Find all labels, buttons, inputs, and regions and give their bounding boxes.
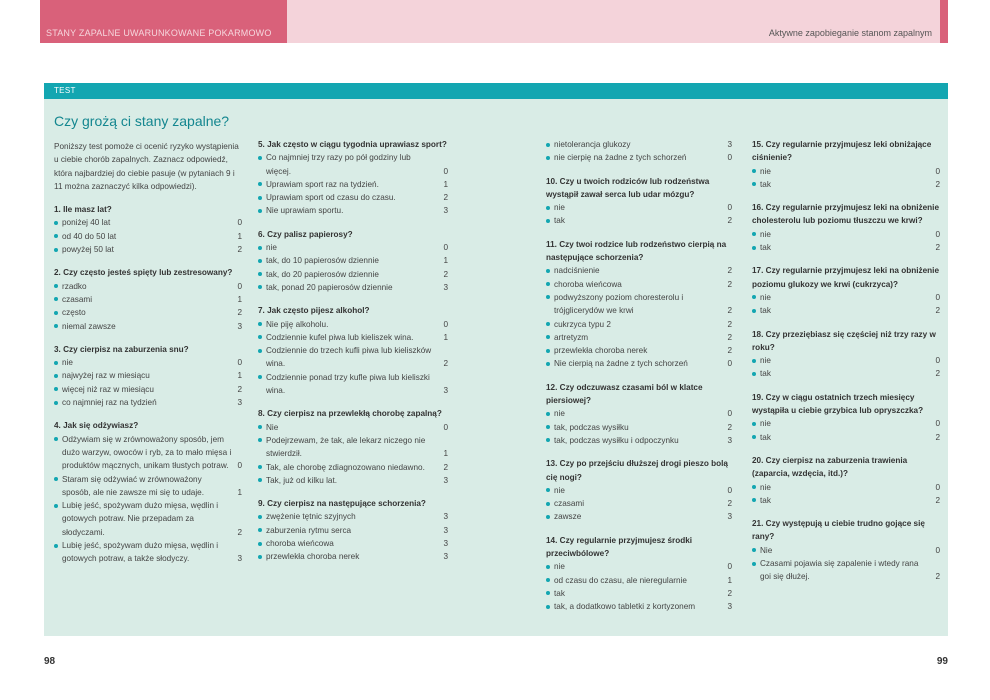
answer-text: tak [760,432,771,442]
question-block [752,201,940,254]
test-label-bar [44,83,948,99]
answer-score: 0 [935,292,940,302]
answer-option [546,484,732,497]
answer-text: Codziennie kufel piwa lub kieliszek wina. [266,332,414,342]
answer-score: 2 [443,462,448,472]
answer-score: 1 [237,371,242,381]
question-block [258,304,448,397]
column-4 [752,138,940,584]
answer-option [258,550,448,563]
answer-score: 3 [443,282,448,292]
answer-text: tak, podczas wysiłku i odpoczynku [554,435,679,445]
answer-option [258,421,448,434]
answer-score: 2 [727,319,732,329]
answer-score: 3 [727,140,732,149]
question-block [752,454,940,507]
answer-option [752,494,940,507]
answer-option [258,461,448,474]
answer-score: 0 [935,419,940,429]
answer-score: 2 [727,332,732,342]
question-block [258,138,448,218]
answer-text: powyżej 50 lat [62,245,114,255]
question-text: 1. Ile masz lat? [54,205,112,215]
answer-text: tak [760,306,771,316]
question-block [752,391,940,444]
answer-option [546,497,732,510]
answer-option [546,331,732,344]
answer-option [258,151,448,178]
answer-text: nie [554,485,565,495]
answer-option [54,383,242,396]
answer-option [546,434,732,447]
answer-option [752,241,940,254]
answer-option [54,320,242,333]
question-text: 6. Czy palisz papierosy? [258,229,353,239]
answer-score: 0 [237,218,242,228]
question-text: 15. Czy regularnie przyjmujesz leki obniżające ciśnienie? [752,140,932,163]
answer-text: choroba wieńcowa [554,279,622,289]
answer-score: 1 [237,294,242,304]
answer-option [258,281,448,294]
answer-score: 2 [443,359,448,369]
answer-text: poniżej 40 lat [62,218,111,228]
answer-text: Nie uprawiam sportu. [266,206,344,216]
question-text: 17. Czy regularnie przyjmujesz leki na obniżenie poziomu glukozy we krwi (cukrzyca)? [752,266,940,289]
answer-option [546,344,732,357]
answer-text: nie [554,203,565,213]
answer-score: 0 [443,166,448,176]
answer-option [54,293,242,306]
answer-option [546,510,732,523]
answer-text: zaburzenia rytmu serca [266,525,352,535]
answer-option [54,499,242,539]
answer-score: 2 [935,179,940,189]
question-block [54,266,242,332]
answer-text: więcej niż raz w miesiącu [62,384,154,394]
question-text: 18. Czy przeziębiasz się częściej niż trzy razy w roku? [752,329,936,352]
answer-option [546,357,732,370]
answer-option [258,268,448,281]
question-block [546,175,732,228]
answer-text: Nie [760,545,773,555]
question-text: 10. Czy u twoich rodziców lub rodzeństwa wystąpił zawał serca lub udar mózgu? [546,176,710,199]
answer-text: nie [554,562,565,572]
answer-score: 0 [727,203,732,213]
answer-option [546,151,732,164]
answer-score: 0 [935,229,940,239]
question-text: 9. Czy cierpisz na następujące schorzenia? [258,499,426,509]
answer-option [54,243,242,256]
answer-option [752,544,940,557]
answer-score: 3 [443,525,448,535]
question-text: 20. Czy cierpisz na zaburzenia trawienia (zaparcia, wzdęcia, itd.)? [752,455,908,479]
answer-score: 2 [727,279,732,289]
answer-option [752,481,940,494]
answer-option [54,230,242,243]
answer-text: Staram się odżywiać w zrównoważony sposób, ale nie zawsze mi się to udaje. [62,474,204,497]
answer-score: 1 [237,231,242,241]
answer-option [752,367,940,380]
answer-text: przewlekła choroba nerek [266,552,360,562]
answer-score: 1 [443,449,448,459]
answer-option [546,560,732,573]
answer-text: Uprawiam sport raz na tydzień. [266,179,379,189]
answer-score: 3 [443,539,448,549]
answer-text: cukrzyca typu 2 [554,319,611,329]
answer-score: 2 [237,384,242,394]
answer-score: 2 [935,495,940,505]
answer-option [258,204,448,217]
answer-text: tak [760,369,771,379]
question-block [546,238,732,371]
answer-option [546,421,732,434]
question-block [258,407,448,487]
question-text: 14. Czy regularnie przyjmujesz środki przeciwbólowe? [546,535,693,559]
answer-text: niemal zawsze [62,321,116,331]
answer-text: tak [760,495,771,505]
answer-option [752,304,940,317]
answer-score: 0 [237,461,242,471]
answer-text: Nie piję alkoholu. [266,319,329,329]
answer-option [258,241,448,254]
answer-score: 2 [935,369,940,379]
answer-text: Tak, ale chorobę zdiagnozowano niedawno. [266,462,425,472]
question-text: 2. Czy często jesteś spięty lub zestresowany? [54,268,233,278]
answer-text: Lubię jeść, spożywam dużo mięsa, wędlin i gotowych potraw. Nie przepadam za słodyczami. [62,501,219,537]
answer-text: nie [62,358,73,368]
answer-score: 1 [443,256,448,266]
answer-option [258,344,448,371]
answer-text: Czasami pojawia się zapalenie i wtedy rana goi się dłużej. [760,559,919,582]
answer-score: 1 [727,575,732,585]
answer-score: 0 [935,545,940,555]
test-title: Czy grożą ci stany zapalne? [54,113,230,129]
question-block [258,497,448,563]
answer-score: 3 [237,398,242,408]
answer-score: 3 [727,512,732,522]
answer-text: tak, do 10 papierosów dziennie [266,256,379,266]
answer-score: 0 [237,281,242,291]
section-title: Aktywne zapobieganie stanom zapalnym [768,28,932,38]
question-block [54,343,242,409]
answer-score: 0 [935,166,940,176]
answer-option [54,396,242,409]
answer-option [258,537,448,550]
answer-text: rzadko [62,281,87,291]
answer-text: tak, ponad 20 papierosów dziennie [266,282,393,292]
question-block [546,457,732,523]
answer-option [54,306,242,319]
answer-text: tak [554,588,565,598]
answer-text: Codziennie do trzech kufli piwa lub kieliszków wina. [266,346,432,369]
answer-text: nie [266,243,277,253]
column-3 [546,138,732,614]
answer-text: Nie [266,422,279,432]
answer-text: czasami [62,294,93,304]
answer-option [546,264,732,277]
answer-score: 0 [443,422,448,432]
answer-text: choroba wieńcowa [266,539,334,549]
question-block [546,138,732,165]
answer-text: tak, podczas wysiłku [554,422,629,432]
answer-option [258,510,448,523]
answer-score: 2 [237,308,242,318]
answer-text: Uprawiam sport od czasu do czasu. [266,193,396,203]
answer-option [54,216,242,229]
answer-score: 3 [443,206,448,216]
answer-score: 2 [443,193,448,203]
answer-score: 2 [935,572,940,582]
answer-text: tak [760,243,771,253]
answer-text: tak, do 20 papierosów dziennie [266,269,379,279]
question-text: 21. Czy występują u ciebie trudno gojące się rany? [752,519,925,542]
answer-score: 3 [237,554,242,564]
answer-score: 2 [443,269,448,279]
answer-option [54,473,242,500]
answer-option [258,434,448,461]
answer-option [546,587,732,600]
answer-score: 2 [727,422,732,432]
question-block [546,381,732,447]
answer-score: 2 [727,216,732,226]
answer-option [546,407,732,420]
answer-option [546,291,732,318]
answer-score: 0 [727,409,732,419]
answer-option [546,574,732,587]
column-2 [258,138,448,564]
answer-score: 3 [727,602,732,612]
question-block [752,517,940,583]
answer-score: 0 [935,356,940,366]
answer-text: Nie cierpią na żadne z tych schorzeń [554,359,688,369]
answer-option [258,191,448,204]
answer-text: co najmniej raz na tydzień [62,398,157,408]
question-text: 3. Czy cierpisz na zaburzenia snu? [54,344,189,354]
question-text: 11. Czy twoi rodzice lub rodzeństwo cierpią na następujące schorzenia? [546,239,727,263]
question-block [54,203,242,256]
answer-option [54,356,242,369]
answer-text: podwyższony poziom choresterolu i trójglicerydów we krwi [554,292,684,316]
answer-text: przewlekła choroba nerek [554,346,648,356]
answer-score: 2 [935,432,940,442]
answer-text: nie [760,419,771,429]
answer-option [546,201,732,214]
answer-text: Lubię jeść, spożywam dużo mięsa, wędlin i gotowych potraw, a także słodyczy. [62,541,219,564]
answer-text: nie [760,166,771,176]
answer-option [752,178,940,191]
answer-option [258,318,448,331]
answer-text: nadciśnienie [554,266,600,276]
question-text: 8. Czy cierpisz na przewlekłą chorobę zapalną? [258,409,442,419]
answer-score: 3 [727,435,732,445]
answer-option [54,280,242,293]
answer-score: 3 [443,475,448,485]
answer-score: 0 [443,243,448,253]
answer-option [546,278,732,291]
answer-option [258,331,448,344]
answer-score: 0 [443,319,448,329]
answer-score: 2 [727,499,732,509]
answer-text: Podejrzewam, że tak, ale lekarz niczego nie stwierdził. [266,435,426,459]
answer-option [546,138,732,151]
answer-score: 1 [443,179,448,189]
page-number-right: 99 [936,656,948,667]
question-text: 7. Jak często pijesz alkohol? [258,306,370,316]
answer-option [752,557,940,584]
answer-option [258,178,448,191]
answer-score: 3 [237,321,242,331]
answer-option [752,291,940,304]
answer-text: zwężenie tętnic szyjnych [266,512,356,522]
answer-option [752,165,940,178]
answer-score: 2 [727,266,732,276]
answer-score: 0 [727,153,732,163]
header-accent-block [940,0,948,43]
answer-option [546,318,732,331]
question-block [752,328,940,381]
answer-score: 2 [727,588,732,598]
answer-option [54,369,242,382]
answer-score: 3 [443,552,448,562]
question-block [54,419,242,565]
answer-score: 3 [443,386,448,396]
answer-text: Tak, już od kilku lat. [266,475,337,485]
answer-text: Odżywiam się w zrównoważony sposób, jem dużo warzyw, owoców i ryb, za to mało mięsa i produktów mącznych, unikam tłustych potraw. [62,434,232,471]
answer-text: nie [760,292,771,302]
intro-text: Poniższy test pomoże ci ocenić ryzyko wystąpienia u ciebie chorób zapalnych. Zaznacz odpowiedź, która najbardziej do ciebie pasuje (w pytaniach 9 i 11 można zaznaczyć kilka odpowiedzi). [54,142,239,191]
answer-score: 3 [443,512,448,522]
chapter-header [40,0,287,43]
answer-text: nie [760,482,771,492]
question-text: 13. Czy po przejściu dłuższej drogi pieszo bolą cię nogi? [546,459,728,482]
answer-option [258,254,448,267]
answer-text: nietolerancja glukozy [554,140,631,149]
question-text: 5. Jak często w ciągu tygodnia uprawiasz sport? [258,140,447,149]
answer-text: od 40 do 50 lat [62,231,117,241]
answer-option [752,431,940,444]
answer-option [546,600,732,613]
answer-score: 0 [727,562,732,572]
answer-score: 0 [727,485,732,495]
question-block [752,264,940,317]
answer-option [258,474,448,487]
column-1 [54,140,242,566]
answer-text: Codziennie ponad trzy kufle piwa lub kieliszki wina. [266,372,430,396]
answer-option [258,371,448,398]
answer-option [54,539,242,566]
answer-score: 2 [935,243,940,253]
answer-option [258,524,448,537]
question-block [752,138,940,191]
test-label: TEST [54,86,76,95]
answer-text: od czasu do czasu, ale nieregularnie [554,575,687,585]
question-text: 12. Czy odczuwasz czasami ból w klatce piersiowej? [546,382,703,406]
question-text: 16. Czy regularnie przyjmujesz leki na obniżenie cholesterolu lub poziomu tłuszczu we krwi? [752,203,940,226]
answer-score: 1 [443,332,448,342]
answer-text: nie [554,409,565,419]
answer-score: 0 [727,359,732,369]
question-text: 4. Jak się odżywiasz? [54,421,139,431]
answer-text: Co najmniej trzy razy po pół godziny lub więcej. [266,153,411,176]
answer-text: nie cierpię na żadne z tych schorzeń [554,153,687,163]
test-panel [44,83,948,636]
answer-option [752,354,940,367]
question-block [258,228,448,294]
answer-text: nie [760,229,771,239]
answer-text: często [62,308,86,318]
answer-option [54,433,242,473]
answer-text: czasami [554,499,585,509]
answer-option [752,417,940,430]
answer-text: najwyżej raz w miesiącu [62,371,150,381]
question-block [546,534,732,614]
answer-text: nie [760,356,771,366]
question-text: 19. Czy w ciągu ostatnich trzech miesięcy wystąpiła u ciebie grzybica lub opryszczka? [752,392,924,416]
answer-score: 0 [237,358,242,368]
answer-text: artretyzm [554,332,589,342]
answer-text: zawsze [554,512,582,522]
answer-text: tak [760,179,771,189]
chapter-title: STANY ZAPALNE UWARUNKOWANE POKARMOWO [46,28,272,38]
answer-score: 2 [727,346,732,356]
answer-text: tak [554,216,565,226]
answer-option [752,228,940,241]
answer-score: 2 [237,245,242,255]
answer-option [546,214,732,227]
answer-score: 0 [935,482,940,492]
answer-score: 2 [935,306,940,316]
answer-text: tak, a dodatkowo tabletki z kortyzonem [554,602,696,612]
answer-score: 2 [237,527,242,537]
answer-score: 2 [727,306,732,316]
answer-score: 1 [237,487,242,497]
page-number-left: 98 [44,656,56,667]
